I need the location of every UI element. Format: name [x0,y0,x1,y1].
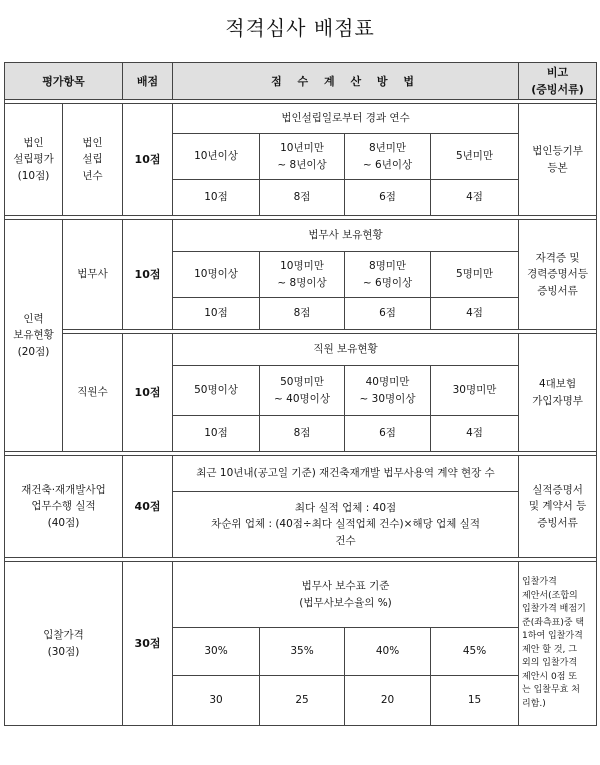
score-cell: 10점 [173,298,260,330]
score-cell: 20 [345,676,431,726]
score-cell: 6점 [345,298,431,330]
price-category: 입찰가격 (30점) [5,562,123,726]
lawyer-criteria: 법무사 보유현황 [173,220,519,252]
performance-criteria-row [5,456,597,492]
header-item: 평가항목 [5,63,123,100]
range-cell: 8명미만 ~ 6명이상 [345,252,431,298]
score-cell: 6점 [345,180,431,216]
score-cell: 8점 [260,416,345,452]
score-cell: 10점 [173,416,260,452]
performance-category: 재건축·재개발사업 업무수행 실적 (40점) [5,456,123,558]
score-cell: 10점 [173,180,260,216]
range-cell: 5년미만 [431,134,519,180]
range-cell: 10명미만 ~ 8명이상 [260,252,345,298]
header-points: 배점 [123,63,173,100]
rate-cell: 45% [431,628,519,676]
header-method: 점 수 계 산 방 법 [173,63,519,100]
range-cell: 10명이상 [173,252,260,298]
corp-criteria: 법인설립일로부터 경과 연수 [173,104,519,134]
score-cell: 15 [431,676,519,726]
range-cell: 30명미만 [431,366,519,416]
range-cell: 10년미만 ~ 8년이상 [260,134,345,180]
range-cell: 50명이상 [173,366,260,416]
score-cell: 4점 [431,180,519,216]
price-criteria: 법무사 보수표 기준 (법무사보수율의 %) [173,562,519,628]
table-header-row [5,63,597,100]
score-cell: 4점 [431,416,519,452]
range-cell: 8년미만 ~ 6년이상 [345,134,431,180]
staff-category: 인력 보유현황 (20점) [5,220,63,452]
performance-points: 40점 [123,456,173,558]
corp-remark: 법인등기부 등본 [519,104,597,216]
employee-criteria-row [5,334,597,366]
rate-cell: 35% [260,628,345,676]
corp-criteria-row [5,104,597,134]
range-cell: 50명미만 ~ 40명이상 [260,366,345,416]
rate-cell: 40% [345,628,431,676]
lawyer-points: 10점 [123,220,173,330]
score-cell: 6점 [345,416,431,452]
range-cell: 40명미만 ~ 30명이상 [345,366,431,416]
employee-subcategory: 직원수 [63,334,123,452]
employee-points: 10점 [123,334,173,452]
price-points: 30점 [123,562,173,726]
corp-points: 10점 [123,104,173,216]
range-cell: 10년이상 [173,134,260,180]
score-cell: 25 [260,676,345,726]
employee-remark: 4대보험 가입자명부 [519,334,597,452]
price-remark: 입찰가격 제안서(조합의 입찰가격 배점기 준(좌측표)중 택 1하여 입찰가격 제안 할 것, 그 외의 입찰가격 제안시 0점 또 는 입찰무효 처 리함.) [519,562,597,726]
score-cell: 4점 [431,298,519,330]
employee-criteria: 직원 보유현황 [173,334,519,366]
lawyer-criteria-row [5,220,597,252]
range-cell: 5명미만 [431,252,519,298]
score-cell: 8점 [260,180,345,216]
corp-subcategory: 법인 설립 년수 [63,104,123,216]
price-criteria-row [5,562,597,628]
performance-formula: 최다 실적 업체 : 40점 차순위 업체 : (40점÷최다 실적업체 건수)×해당 업체 실적 건수 [173,492,519,558]
lawyer-remark: 자격증 및 경력증명서등 증빙서류 [519,220,597,330]
score-cell: 30 [173,676,260,726]
performance-remark: 실적증명서 및 계약서 등 증빙서류 [519,456,597,558]
lawyer-subcategory: 법무사 [63,220,123,330]
header-remark: 비고 (증빙서류) [519,63,597,100]
page-title: 적격심사 배점표 [225,16,375,40]
rate-cell: 30% [173,628,260,676]
performance-criteria: 최근 10년내(공고일 기준) 재건축재개발 법무사용역 계약 현장 수 [173,456,519,492]
corp-category: 법인 설립평가 (10점) [5,104,63,216]
scoring-table [4,62,597,726]
score-cell: 8점 [260,298,345,330]
